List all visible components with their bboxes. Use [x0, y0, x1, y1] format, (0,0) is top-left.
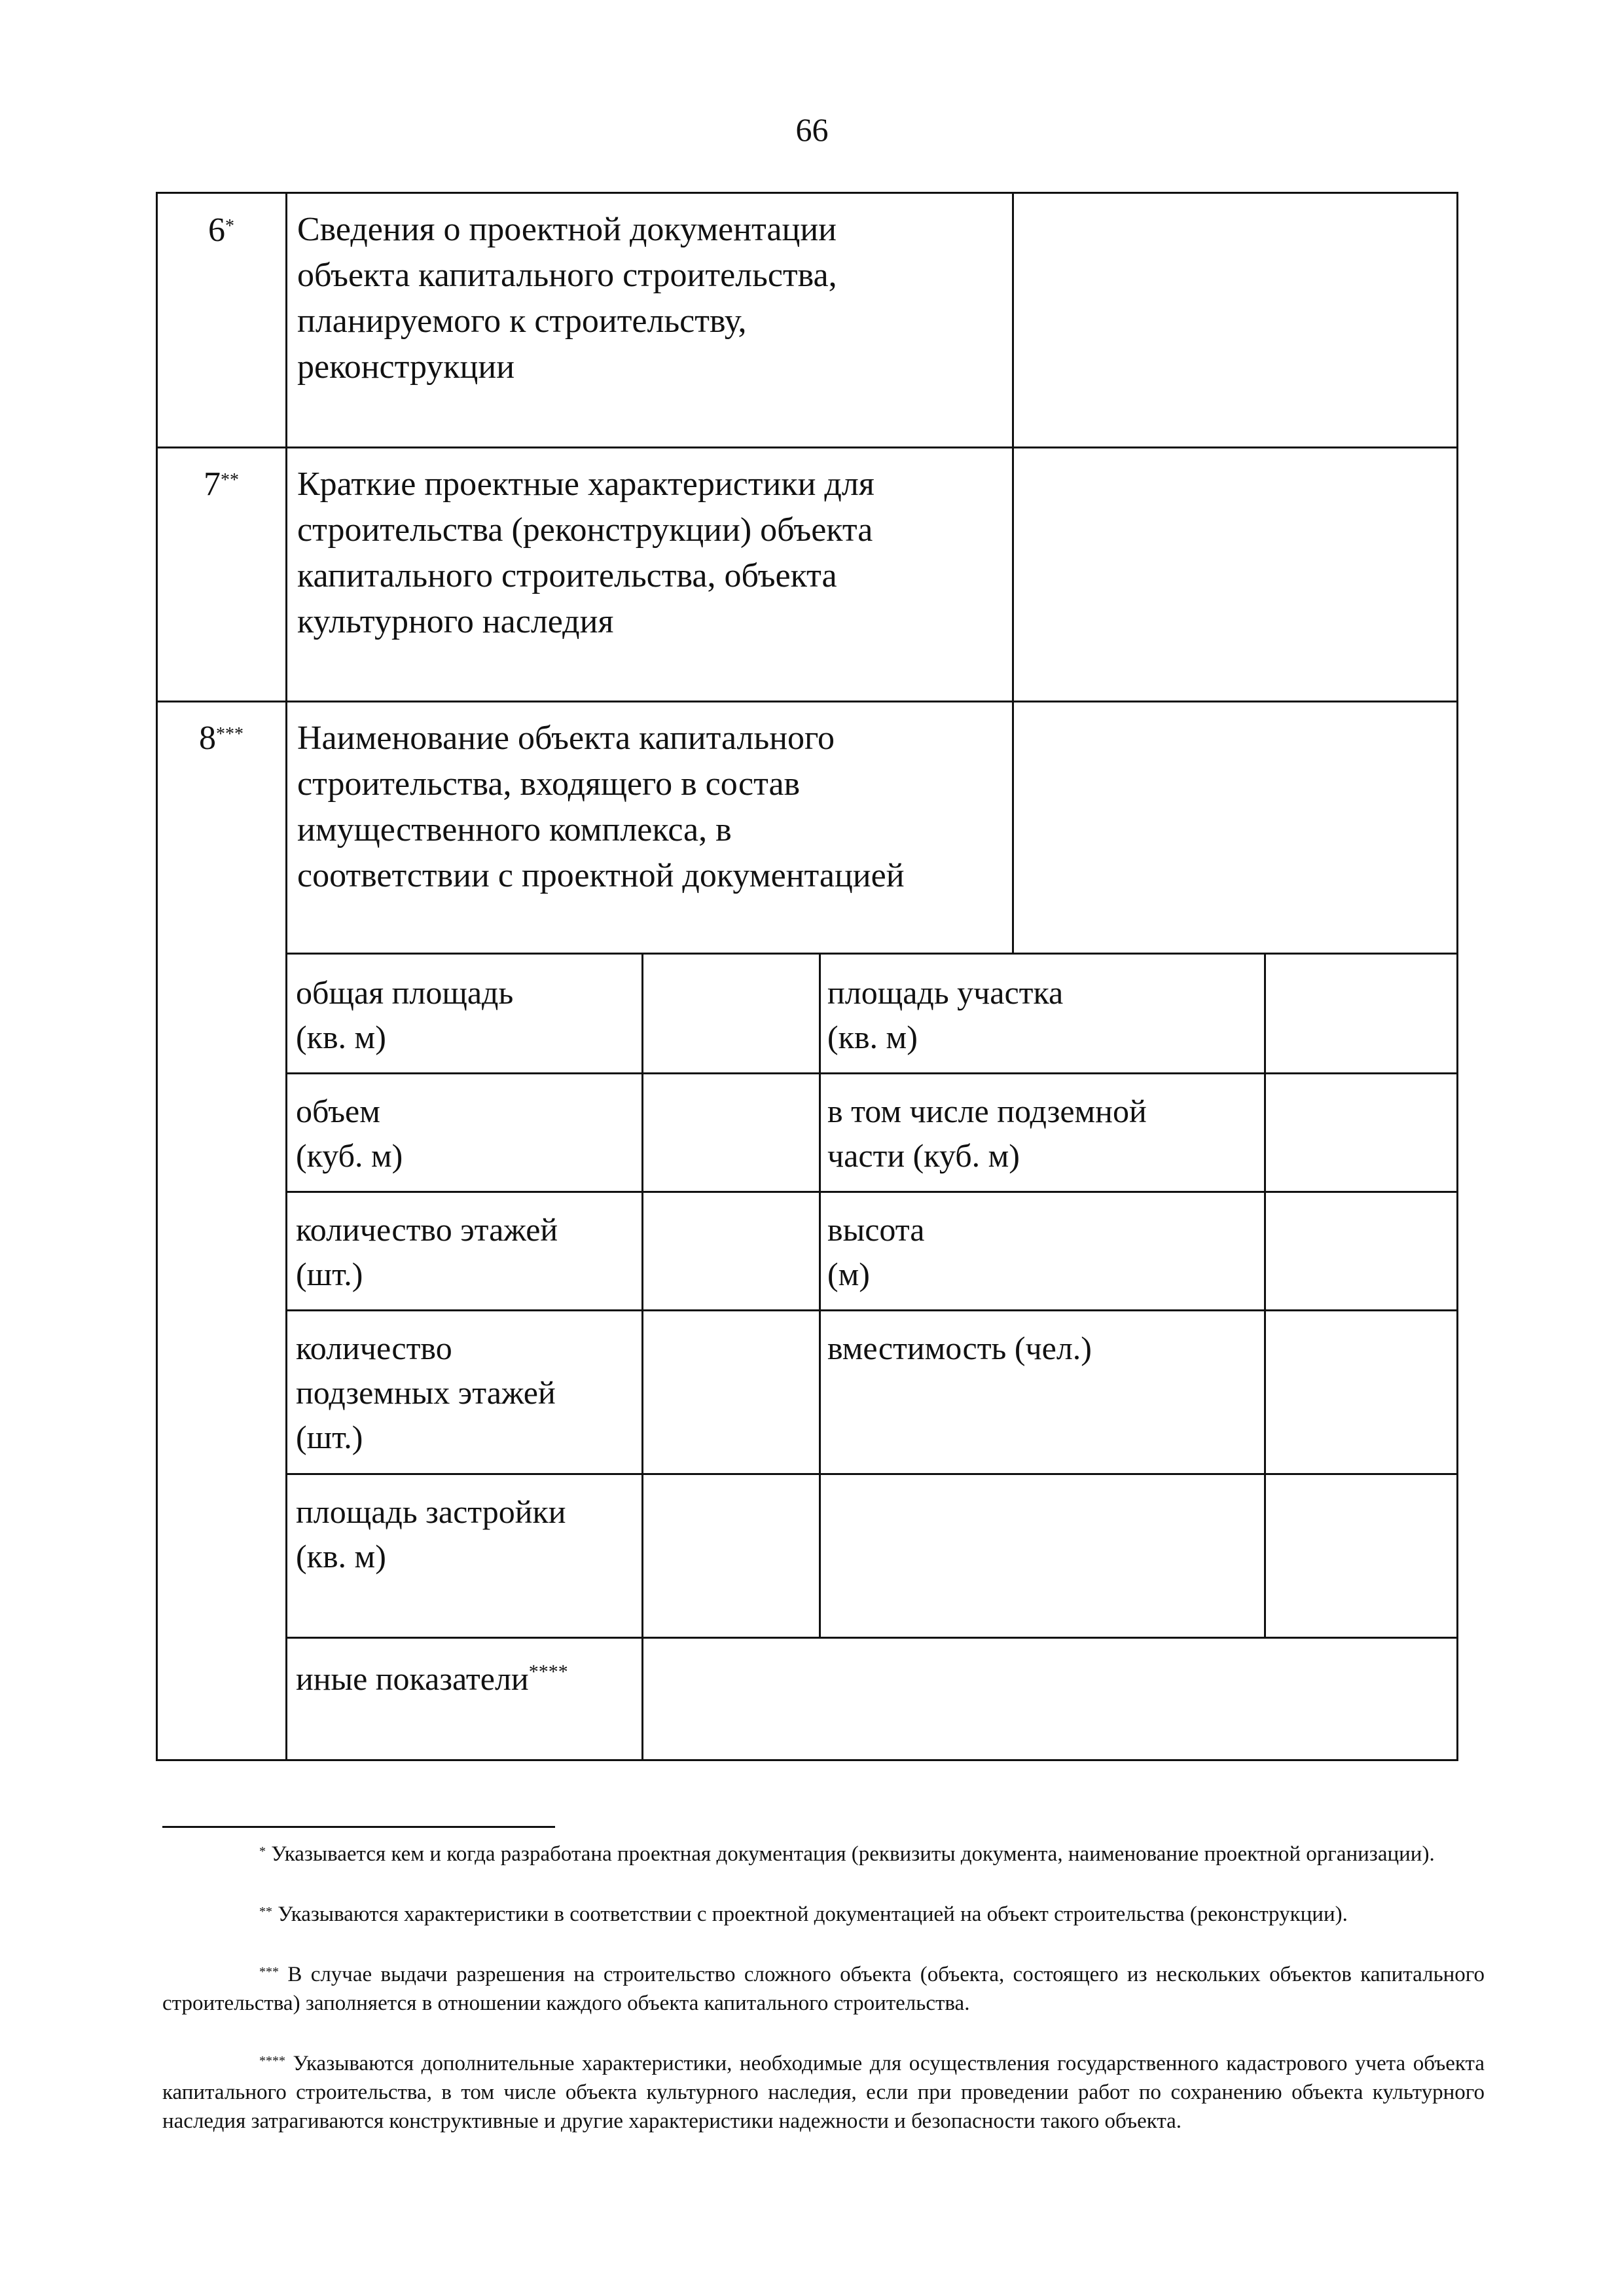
row-number-8: 8*** — [199, 720, 244, 757]
sub-row-divider — [285, 1072, 1458, 1074]
row-divider — [285, 953, 1458, 955]
table-border-left — [156, 192, 158, 1761]
built-up-area-extra-value[interactable] — [1268, 1477, 1454, 1634]
table-border-top — [156, 192, 1458, 194]
sub-column-divider — [819, 953, 821, 1637]
table-border-right — [1456, 192, 1458, 1761]
built-up-area-label: площадь застройки (кв. м) — [296, 1493, 566, 1575]
volume-label: объем (куб. м) — [296, 1093, 403, 1174]
row-divider — [156, 446, 1458, 448]
sub-row-divider — [285, 1309, 1458, 1311]
total-area-label: общая площадь (кв. м) — [296, 974, 514, 1055]
sub-column-divider — [641, 953, 643, 1759]
other-indicators-value[interactable] — [645, 1641, 1454, 1756]
capacity-label: вместимость (чел.) — [827, 1330, 1092, 1366]
footnote-3: *** В случае выдачи разрешения на строительство сложного объекта (объекта, состоящего из нескольких объектов капитального строительства) заполняется в отношении каждого объекта капитального строительства. — [162, 1963, 1485, 2015]
other-indicators-label: иные показатели**** — [296, 1660, 568, 1697]
volume-value[interactable] — [645, 1076, 814, 1188]
built-up-area-value[interactable] — [645, 1477, 814, 1634]
row-divider — [156, 701, 1458, 702]
footnote-rule — [162, 1826, 555, 1828]
row-7-label: Краткие проектные характеристики для строительства (реконструкции) объекта капитального строительства, объекта культурного наследия — [297, 465, 875, 640]
height-label: высота (м) — [827, 1211, 925, 1292]
plot-area-value[interactable] — [1268, 957, 1454, 1069]
built-up-area-extra-cell[interactable] — [823, 1477, 1260, 1634]
row-6-value-cell[interactable] — [1016, 196, 1453, 443]
footnote-4: **** Указываются дополнительные характеристики, необходимые для осуществления государственного кадастрового учета объекта капитального строительства, в том числе объекта культурного наследия, если при проведении работ по сохранению объекта культурного наследия затрагиваются конструктивные и другие характеристики надежности и безопасности такого объекта. — [162, 2052, 1485, 2133]
row-6-label: Сведения о проектной документации объекта капитального строительства, планируемого к строительству, реконструкции — [297, 211, 837, 386]
footnote-2: ** Указываются характеристики в соответствии с проектной документацией на объект строительства (реконструкции). — [259, 1903, 1348, 1926]
table-border-bottom — [156, 1759, 1458, 1761]
number-column-divider — [285, 192, 287, 1761]
row-8-label: Наименование объекта капитального строительства, входящего в состав имущественного комплекса, в соответствии с проектной документацией — [297, 720, 905, 894]
underground-volume-value[interactable] — [1268, 1076, 1454, 1188]
row-number-7: 7** — [204, 465, 239, 503]
floors-value[interactable] — [645, 1195, 814, 1306]
sub-row-divider — [285, 1191, 1458, 1193]
underground-floors-value[interactable] — [645, 1313, 814, 1470]
sub-row-divider — [285, 1473, 1458, 1475]
footnote-1: * Указывается кем и когда разработана проектная документация (реквизиты документа, наименование проектной организации). — [259, 1842, 1435, 1866]
underground-volume-label: в том числе подземной части (куб. м) — [827, 1093, 1147, 1174]
floors-label: количество этажей (шт.) — [296, 1211, 558, 1292]
capacity-value[interactable] — [1268, 1313, 1454, 1470]
row-8-value-cell[interactable] — [1016, 705, 1453, 949]
sub-row-divider — [285, 1637, 1458, 1639]
sub-column-divider — [1264, 953, 1266, 1637]
row-7-value-cell[interactable] — [1016, 451, 1453, 697]
plot-area-label: площадь участка (кв. м) — [827, 974, 1064, 1055]
row-number-6: 6* — [208, 211, 234, 249]
total-area-value[interactable] — [645, 957, 814, 1069]
value-column-divider — [1012, 192, 1014, 953]
underground-floors-label: количество подземных этажей (шт.) — [296, 1330, 556, 1455]
page-number: 66 — [795, 111, 829, 148]
height-value[interactable] — [1268, 1195, 1454, 1306]
